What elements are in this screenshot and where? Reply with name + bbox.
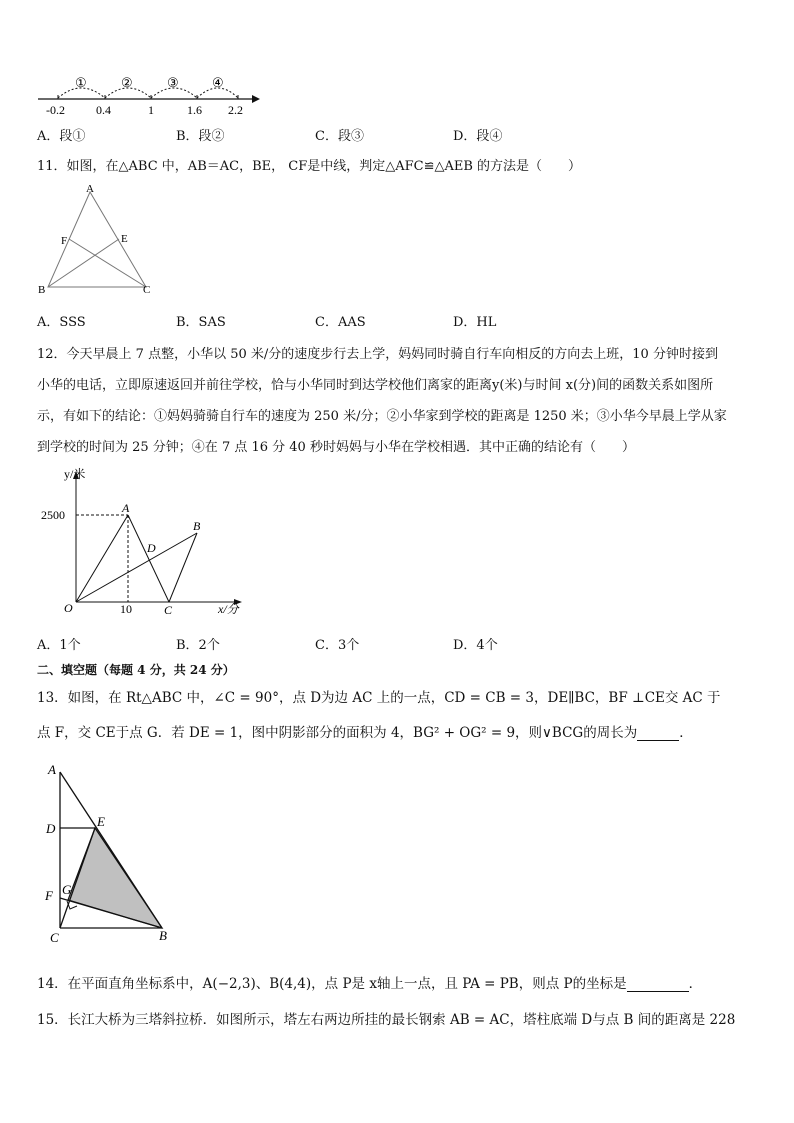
point-c-label: C: [164, 603, 173, 616]
x-value-label: 10: [120, 602, 132, 616]
tick-label: 2.2: [228, 103, 243, 117]
origin-label: O: [64, 601, 73, 615]
q15-line: 15．长江大桥为三塔斜拉桥．如图所示，塔左右两边所挂的最长钢索 AB = AC，塔柱底端 D与点 B 间的距离是 228: [37, 1012, 736, 1028]
q13-triangle-figure: [40, 760, 180, 950]
q12-line-4: 到学校的时间为 25 分钟；④在 7 点 16 分 40 秒时妈妈与小华在学校相遇．其中正确的结论有（ ）: [37, 440, 635, 455]
answer-blank[interactable]: [627, 991, 689, 992]
q12-line-1: 12．今天早晨上 7 点整，小华以 50 米/分的速度步行去上学，妈妈同时骑自行车向相反的方向去上班，10 分钟时接到: [37, 347, 718, 362]
q11-triangle-figure: [36, 182, 156, 298]
q14-line: [37, 972, 702, 992]
q10-option-c: C．段③: [315, 129, 364, 144]
segment-label: ④: [212, 75, 224, 90]
y-axis-label: y/米: [64, 467, 86, 481]
tick-label: 1: [148, 103, 154, 117]
segment-label: ②: [121, 75, 133, 90]
tick-label: 1.6: [187, 103, 202, 117]
number-line-figure: [30, 70, 270, 118]
q11-option-b: B．SAS: [176, 315, 226, 330]
point-a-label: A: [122, 501, 130, 515]
q12-option-a: A．1个: [37, 638, 81, 653]
vertex-label-f: F: [61, 235, 68, 247]
q11-stem: 11．如图，在△ABC 中，AB＝AC，BE， CF是中线，判定△AFC≌△AEB 的方法是（ ）: [37, 159, 582, 174]
answer-blank[interactable]: [637, 740, 679, 741]
q13-end: ．: [679, 725, 693, 741]
y-value-label: 2500: [41, 508, 65, 522]
q10-option-d: D．段④: [453, 129, 503, 144]
label-e: E: [97, 814, 105, 829]
q12-option-d: D．4个: [453, 638, 498, 653]
tick-label: -0.2: [46, 103, 65, 117]
q12-distance-time-graph: [36, 466, 256, 616]
label-d: D: [46, 821, 56, 836]
q13-line-1: 13．如图，在 Rt△ABC 中，∠C = 90°，点 D为边 AC 上的一点，CD = CB = 3，DE∥BC，BF ⊥CE交 AC 于: [37, 690, 721, 706]
q12-option-c: C．3个: [315, 638, 360, 653]
vertex-label-b: B: [38, 284, 46, 296]
vertex-label-a: A: [86, 183, 94, 195]
label-a: A: [48, 762, 56, 777]
label-f: F: [45, 888, 53, 903]
label-g: G: [62, 882, 72, 897]
q10-option-b: B．段②: [176, 129, 225, 144]
q10-option-a: A．段①: [37, 129, 86, 144]
tick-label: 0.4: [96, 103, 111, 117]
vertex-label-e: E: [121, 233, 128, 245]
q13-line-2-text: 点 F，交 CE于点 G．若 DE = 1，图中阴影部分的面积为 4，BG² + OG² = 9，则∨BCG的周长为: [37, 725, 638, 741]
q11-option-d: D．HL: [453, 315, 497, 330]
q11-option-c: C．AAS: [315, 315, 366, 330]
label-b: B: [159, 928, 167, 943]
x-axis-label: x/分: [218, 602, 239, 616]
point-b-label: B: [193, 519, 201, 533]
section-heading: 二、填空题（每题 4 分，共 24 分）: [37, 663, 235, 677]
point-d-label: D: [147, 541, 156, 555]
segment-label: ①: [75, 75, 87, 90]
q14-text: 14．在平面直角坐标系中，A(−2,3)、B(4,4)，点 P是 x轴上一点，且 PA = PB，则点 P的坐标是: [37, 976, 627, 992]
segment-label: ③: [167, 75, 179, 90]
q13-line-2: [37, 721, 693, 741]
q14-end: ．: [688, 976, 703, 992]
label-c: C: [50, 930, 59, 945]
q11-option-a: A．SSS: [37, 315, 86, 330]
vertex-label-c: C: [143, 284, 151, 296]
q12-line-2: 小华的电话，立即原速返回并前往学校，恰与小华同时到达学校他们离家的距离y(米)与时间 x(分)间的函数关系如图所: [37, 378, 714, 393]
q12-option-b: B．2个: [176, 638, 220, 653]
q12-line-3: 示，有如下的结论：①妈妈骑骑自行车的速度为 250 米/分；②小华家到学校的距离是 1250 米；③小华今早晨上学从家: [37, 409, 727, 424]
